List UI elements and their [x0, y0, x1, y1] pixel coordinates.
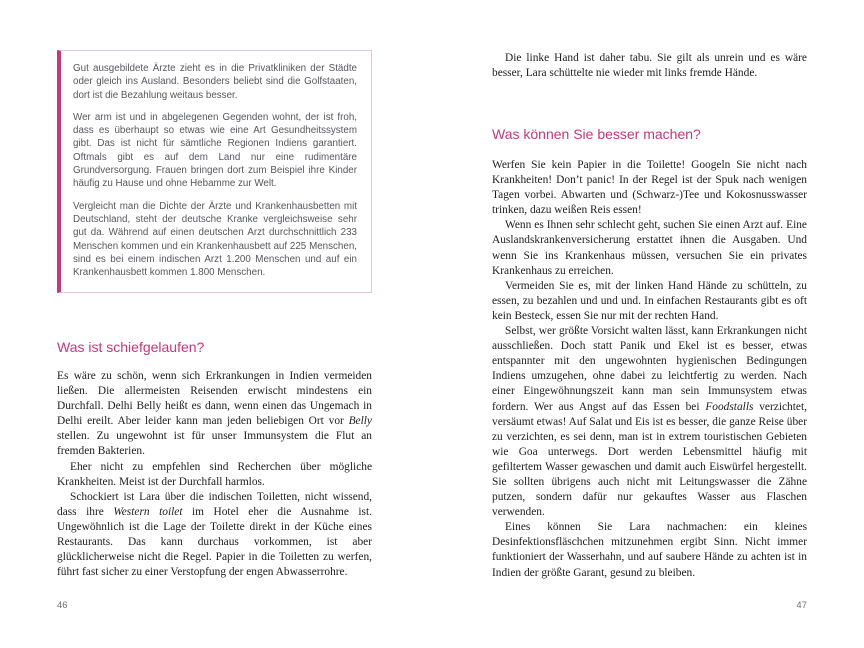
text-segment: Wer arm ist und in abgelegenen Gegenden wohnt, der ist froh, dass es überhaupt so etwas wie eine Art Gesundheitssystem gibt. Das ist nicht für sämtliche Regionen Indiens garantiert. Oftmals gibt es auf dem Land nur eine rudimentäre Grundversorgung. Frauen bringen dort zum Beispiel ihre Kinder häufig zu Hause und ohne Hebamme zur Welt. [73, 111, 357, 190]
text-segment: stellen. Zu ungewohnt ist für unser Immunsystem die Flut an fremden Bakterien. [57, 430, 372, 458]
paragraph [492, 520, 807, 580]
text-segment: Eher nicht zu empfehlen sind Recherchen über mögliche Krankheiten. Meist ist der Durchfall harmlos. [57, 460, 372, 488]
body-text-left [57, 369, 372, 580]
italic-text: Foodstalls [705, 400, 754, 413]
text-segment: Vermeiden Sie es, mit der linken Hand Hände zu schütteln, zu essen, zu bezahlen und und und. In einfachen Restaurants gibt es oft kein Besteck, essen Sie nur mit der rechten Hand. [492, 279, 807, 322]
paragraph [57, 369, 372, 460]
paragraph [57, 490, 372, 581]
paragraph [73, 200, 357, 280]
italic-text: Western toilet [113, 505, 183, 518]
paragraph [492, 158, 807, 218]
paragraph [73, 111, 357, 191]
text-segment: verzichtet, versäumt etwas! Auf Salat und Eis ist es besser, die ganze Reise über zu verzichten, es sei denn, man ist in extrem touristischen Gebieten wie Goa unterwegs. Dort werden Lebensmittel häufig mit gefiltertem Wasser gewaschen und damit auch Eiswürfel hergestellt. Sie sollten übrigens auch nicht mit Leitungswasser die Zähne putzen, sondern dafür nur gekauftes Wasser aus Flaschen verwenden. [492, 400, 807, 519]
text-segment: Schockiert ist Lara über die indischen Toiletten, nicht wissend, dass ihre [57, 490, 372, 518]
body-text-right [492, 158, 807, 581]
page-number-left: 46 [57, 600, 68, 611]
text-segment: im Hotel eher die Ausnahme ist. Ungewöhnlich ist die Lage der Toilette direkt in der Küche eines Restaurants. Das kann durchaus vorkommen, ist aber glücklicherweise nicht die Regel. Papier in die Toiletten zu werfen, führt fast sicher zu einer Verstopfung der engen Abwasserrohre. [57, 505, 372, 579]
text-segment: Die linke Hand ist daher tabu. Sie gilt als unrein und es wäre besser, Lara schüttelte nie wieder mit links fremde Hände. [492, 52, 807, 80]
italic-text: Belly [348, 415, 372, 428]
text-segment: Eines können Sie Lara nachmachen: ein kleines Desinfektionsfläschchen mitzunehmen ergibt Sinn. Nicht immer funktioniert der Wasserhahn, und auf saubere Hände zu achten ist in Indien der größte Garant, gesund zu bleiben. [492, 521, 807, 579]
text-segment: Es wäre zu schön, wenn sich Erkrankungen in Indien vermeiden ließen. Die allermeisten Reisenden erwischt mindestens ein Durchfall. Delhi Belly heißt es dann, wenn einen das Ungemach in Delhi ereilt. Aber leider kann man jeden beliebigen Ort vor [57, 370, 372, 428]
page-number-right: 47 [796, 600, 807, 611]
info-box [57, 50, 372, 293]
text-segment: Werfen Sie kein Papier in die Toilette! Googeln Sie nicht nach Krankheiten! Don’t panic! In der Regel ist der Spuk nach wenigen Tagen vorbei. Abwarten und (Schwarz-)Tee und Kokosnusswasser trinken, dazu weißen Reis essen! [492, 159, 807, 217]
paragraph [492, 324, 807, 520]
paragraph [57, 460, 372, 490]
body-text-right-intro [492, 51, 807, 81]
paragraph [492, 218, 807, 278]
paragraph [73, 62, 357, 102]
text-segment: Selbst, wer größte Vorsicht walten lässt, kann Erkrankungen nicht ausschließen. Doch statt Panik und Ekel ist es besser, etwas entspannter mit den ungewohnten hygienischen Bedingungen Indiens umzugehen, ohne dabei zu leichtfertig zu werden. Nach einer Eingewöhnungszeit kann man sein Immunsystem etwas fordern. Wer aus Angst auf das Essen bei [492, 325, 807, 413]
text-segment: Gut ausgebildete Ärzte zieht es in die Privatkliniken der Städte oder gleich ins Ausland. Besonders beliebt sind die Golfstaaten, dort ist die Bezahlung weitaus besser. [73, 63, 357, 101]
text-segment: Wenn es Ihnen sehr schlecht geht, suchen Sie einen Arzt auf. Eine Auslandskrankenversicherung erstattet ihnen die Ausgaben. Und wenn Sie ins Krankenhaus müssen, versuchen Sie ein privates Krankenhaus zu erreichen. [492, 219, 807, 277]
paragraph [492, 279, 807, 324]
section-heading-left: Was ist schiefgelaufen? [57, 339, 205, 355]
section-heading-right: Was können Sie besser machen? [492, 126, 701, 142]
paragraph [492, 51, 807, 81]
text-segment: Vergleicht man die Dichte der Ärzte und Krankenhausbetten mit Deutschland, steht der deutsche Kranke vergleichsweise sehr gut da. Während auf einen deutschen Arzt durchschnittlich 233 Menschen kommen und ein Krankenhausbett auf 225 Menschen, sind es bei einem indischen Arzt 1.200 Menschen und auf ein Krankenhausbett kommen 1.800 Menschen. [73, 200, 357, 279]
